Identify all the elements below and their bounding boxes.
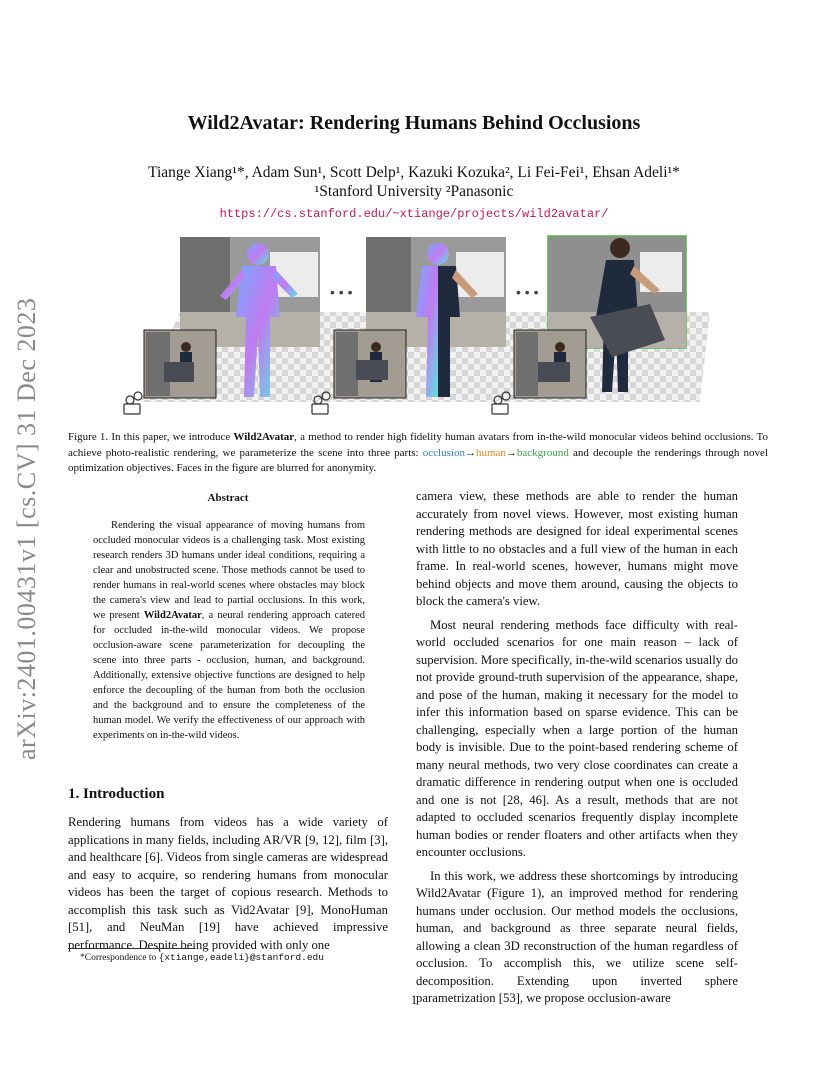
paper-title: Wild2Avatar: Rendering Humans Behind Occlusions xyxy=(187,112,641,134)
paragraph: Rendering humans from videos has a wide variety of applications in many fields, including AR/VR [9, 12], film [3], and healthcare [6]. Videos from single cameras are widespread and easy to acquire, so rendering humans from monocular videos has been the target of copious research. Methods to accomplish this task such as Vid2Avatar [9], MonoHuman [51], and NeuMan [19] have achieved impressive performance. Despite being provided with only one xyxy=(68,815,388,952)
caption-text: Figure 1. In this paper, we introduce xyxy=(68,431,234,443)
page-number: 1 xyxy=(410,992,418,1007)
footnote-divider xyxy=(68,948,194,949)
abstract-text: Rendering the visual appearance of moving humans from occluded monocular videos is a challenging task. Most existing research renders 3D humans under ideal conditions, requiring a clear and unobstructed scene. Those methods cannot be used to render humans in real-world scenes where obstacles may block the camera's view and lead to partial occlusions. In this work, we present xyxy=(93,520,365,621)
caption-method-name: Wild2Avatar xyxy=(233,431,295,443)
camera-icon xyxy=(124,392,142,414)
affiliations-line: ¹Stanford University ²Panasonic xyxy=(314,183,514,200)
arxiv-identifier: arXiv:2401.00431v1 [cs.CV] 31 Dec 2023 xyxy=(12,297,41,760)
footnote xyxy=(80,952,324,963)
footnote-email[interactable]: {xtiange,eadeli}@stanford.edu xyxy=(158,952,324,963)
paragraph: In this work, we address these shortcomings by introducing Wild2Avatar (Figure 1), an improved method for rendering humans under occlusion. Our method models the occlusions, human, and background as three separate neural fields, allowing a clean 3D reconstruction of the human regardless of occlusion. To accomplish this, we utilize scene self-decomposition. Extending upon inverted sphere parametrization [53], we propose occlusion-aware xyxy=(416,868,738,1005)
intro-paragraph-1 xyxy=(68,814,388,954)
abstract-heading: Abstract xyxy=(207,492,249,504)
right-column xyxy=(416,488,738,1008)
caption-arrow: → xyxy=(464,446,476,459)
caption-arrow: → xyxy=(505,446,517,459)
caption-text: , a method to render high fidelity human avatars from in-the-wild monocular videos behind occlusions. To achieve photo-realistic rendering, we parameterize the scene into three parts: xyxy=(68,431,768,459)
abstract-text: , a neural rendering approach catered for occluded in-the-wild monocular videos. We propose occlusion-aware scene parameterization for decoupling the scene into three parts - occlusion, human, and background. Additionally, extensive objective functions are designed to help enforce the decoupling of the human from both the occlusion and the background and to ensure the completeness of the human model. We verify the effectiveness of our approach with experiments on in-the-wild videos. xyxy=(93,610,365,741)
caption-background-term: background xyxy=(516,446,569,459)
figure-caption xyxy=(68,430,768,477)
caption-text: and decouple the renderings through novel optimization objectives. Faces in the figure are blurred for anonymity. xyxy=(68,446,768,474)
ellipsis-dots-2: • • • xyxy=(516,284,539,300)
project-url[interactable]: https://cs.stanford.edu/~xtiange/projects/wild2avatar/ xyxy=(219,207,609,221)
abstract-body xyxy=(93,518,365,743)
input-frame-3 xyxy=(514,330,586,398)
input-frame-1 xyxy=(144,330,216,398)
authors-line: Tiange Xiang¹*, Adam Sun¹, Scott Delp¹, Kazuki Kozuka², Li Fei-Fei¹, Ehsan Adeli¹* xyxy=(148,164,680,181)
input-frame-2 xyxy=(334,330,406,398)
abstract-method-name: Wild2Avatar xyxy=(143,610,202,621)
figure-1-illustration xyxy=(120,232,710,422)
caption-occlusion-term: occlusion xyxy=(422,446,465,459)
paragraph: camera view, these methods are able to render the human accurately from novel views. However, most existing human rendering methods are designed for ideal experimental scenes with little to no obstacles and a full view of the human in each frame. In real-world scenes, however, humans might move behind objects and move them around, causing the objects to block the camera's view. xyxy=(416,489,738,608)
footnote-text: *Correspondence to xyxy=(80,953,159,963)
section-heading-introduction: 1. Introduction xyxy=(68,786,165,802)
authors-block xyxy=(0,163,828,201)
paragraph: Most neural rendering methods face difficulty with real-world occluded scenarios for one main reason – lack of supervision. More specifically, in-the-wild scenarios usually do not provide ground-truth supervision of the appearance, shape, and pose of the human, making it necessary for the model to infer this information based on sparse evidence. This can be challenging, especially when a large portion of the human body is invisible. Due to the point-based rendering scheme of many neural methods, two very close coordinates can create a dramatic difference in rendering output when one is occluded and one is not [28, 46]. As a result, methods that are not adapted to occluded scenarios frequently display incomplete human bodies or render floaters and other artifacts when they encounter occlusions. xyxy=(416,617,738,859)
ellipsis-dots-1: • • • xyxy=(330,284,353,300)
caption-human-term: human xyxy=(475,446,506,459)
